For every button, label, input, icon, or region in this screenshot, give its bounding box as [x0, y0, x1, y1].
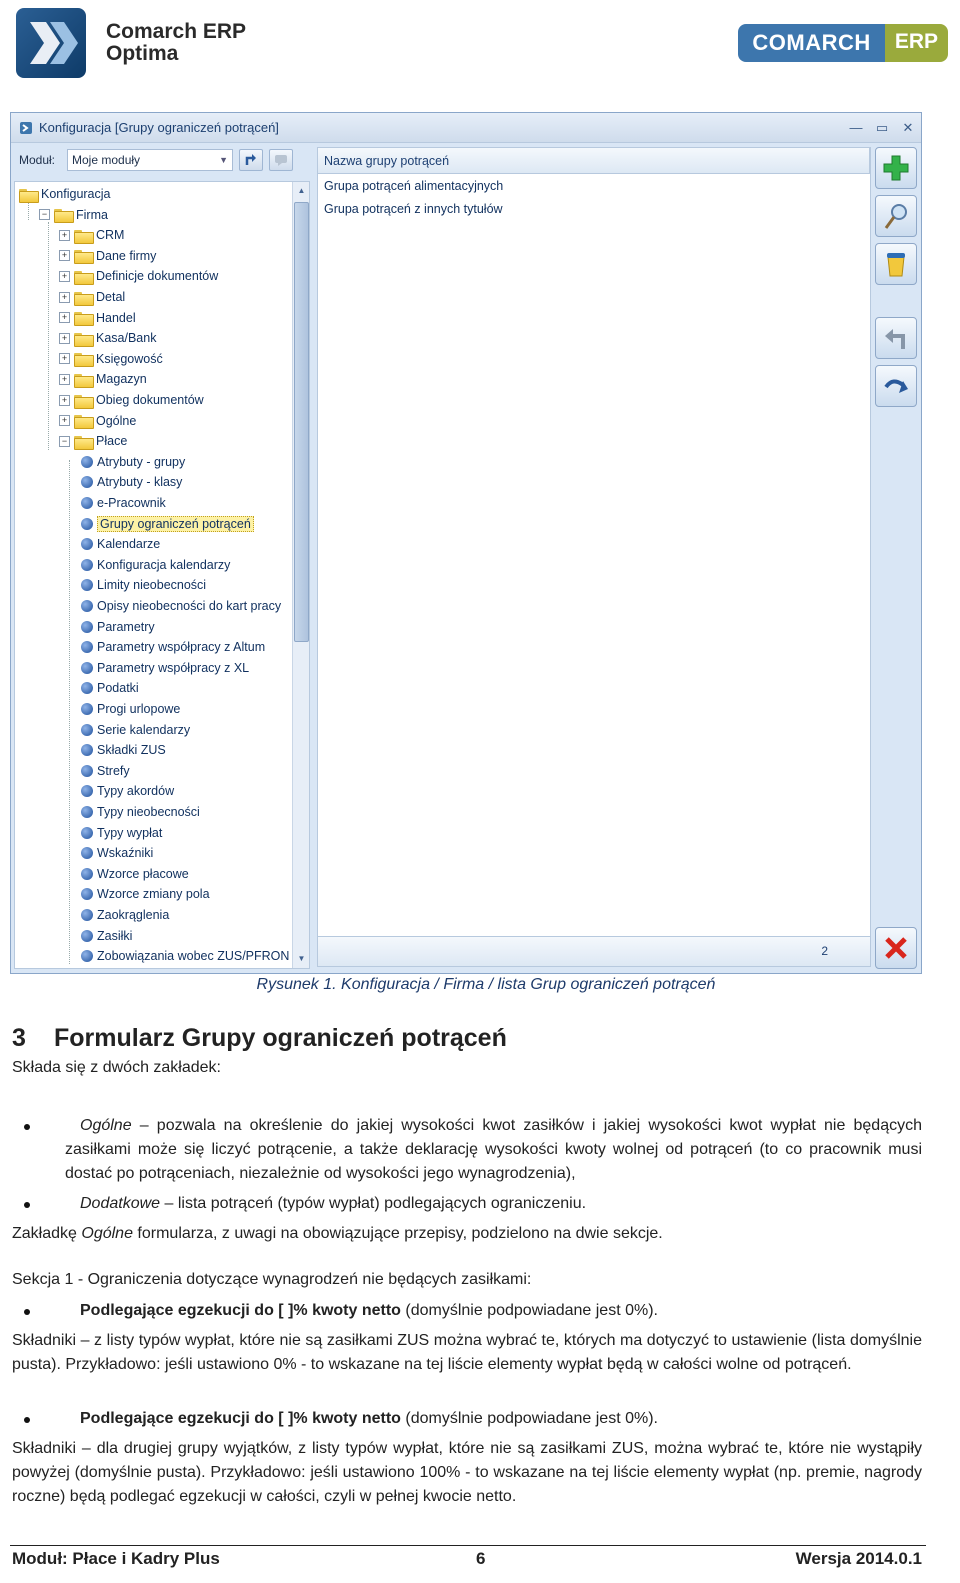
tree-item[interactable]: [81, 781, 174, 801]
pin-button[interactable]: [269, 149, 293, 171]
module-select-value: Moje moduły: [72, 153, 141, 167]
intro-text: Składa się z dwóch zakładek:: [12, 1059, 221, 1076]
record-count: 2: [821, 944, 828, 958]
tree-item-label: Typy akordów: [97, 784, 175, 799]
add-button[interactable]: [875, 147, 917, 189]
list-item[interactable]: Grupa potrąceń z innych tytułów: [324, 201, 503, 216]
plus-icon: [881, 153, 911, 183]
tree-item-label: Parametry współpracy z Altum: [97, 640, 266, 655]
tree-item-label: Definicje dokumentów: [96, 269, 219, 284]
list-header[interactable]: [318, 148, 870, 174]
settings-node-icon: [81, 497, 93, 509]
section-title: Formularz Grupy ograniczeń potrąceń: [54, 1024, 507, 1052]
page-footer: [12, 1546, 922, 1572]
tree-item[interactable]: [81, 761, 130, 781]
tree-item-label: Zasiłki: [97, 928, 133, 943]
settings-node-icon: [81, 847, 93, 859]
tree-item-label: Parametry współpracy z XL: [97, 660, 250, 675]
tree-item-label: Wzorce płacowe: [97, 866, 189, 881]
comarch-erp-logo: [738, 24, 948, 62]
list-footer: [318, 936, 870, 966]
tree-item-label: Atrybuty - grupy: [97, 454, 186, 469]
tree-item[interactable]: [81, 720, 190, 740]
scroll-thumb[interactable]: [294, 202, 309, 642]
expand-icon[interactable]: +: [59, 312, 70, 323]
bullet-icon: [24, 1417, 30, 1423]
tree-item[interactable]: [81, 884, 210, 904]
term-dodatkowe: Dodatkowe: [80, 1195, 161, 1212]
settings-node-icon: [81, 641, 93, 653]
tree-item[interactable]: [81, 864, 189, 884]
folder-icon: [74, 311, 92, 324]
expand-icon[interactable]: +: [59, 374, 70, 385]
tree-item[interactable]: [59, 349, 163, 369]
settings-node-icon: [81, 785, 93, 797]
refresh-button[interactable]: [239, 149, 263, 171]
tree-item-label: Konfiguracja kalendarzy: [97, 557, 231, 572]
tree-item[interactable]: [81, 452, 185, 472]
figure-caption: Rysunek 1. Konfiguracja / Firma / lista Grup ograniczeń potrąceń: [256, 976, 716, 993]
folder-icon: [74, 270, 92, 283]
folder-icon: [74, 332, 92, 345]
term-ogolne: Ogólne: [80, 1117, 132, 1134]
settings-node-icon: [81, 909, 93, 921]
settings-node-icon: [81, 456, 93, 468]
section-heading: [12, 1024, 507, 1053]
tree-item-label: Wskaźniki: [97, 846, 154, 861]
tree-item[interactable]: [81, 596, 281, 616]
tree-item-label: Obieg dokumentów: [96, 393, 204, 407]
term-ogolne-inline: Ogólne: [81, 1225, 133, 1242]
expand-icon[interactable]: +: [59, 250, 70, 261]
column-name-header[interactable]: Nazwa grupy potrąceń: [324, 148, 870, 173]
settings-node-icon: [81, 662, 93, 674]
bullet-ogolne: [12, 1114, 922, 1186]
paragraph-skladniki-1: Składniki – z listy typów wypłat, które nie są zasiłkami ZUS można wybrać te, których ma dotyczyć to ustawienie (lista domyślnie pusta). Przykładowo: jeśli ustawiono 0% - to wskazane na tej liście elementy wypłat będą w całości wolne od potrąceń.: [12, 1332, 922, 1373]
expand-icon[interactable]: +: [59, 415, 70, 426]
folder-icon: [54, 208, 72, 221]
window-title: Konfiguracja [Grupy ograniczeń potrąceń]: [39, 120, 279, 135]
settings-node-icon: [81, 579, 93, 591]
module-select[interactable]: [67, 149, 233, 171]
expand-icon[interactable]: +: [59, 271, 70, 282]
tree-item-label: CRM: [96, 228, 125, 243]
refresh-icon: [243, 152, 259, 168]
tree-item-label: Płace: [96, 434, 128, 449]
redo-button[interactable]: [875, 365, 917, 407]
tree-item[interactable]: [81, 802, 200, 822]
tree-item[interactable]: [81, 658, 249, 678]
product-name-line1: Comarch ERP: [106, 20, 247, 43]
paragraph-zakladka: Zakładkę Ogólne formularza, z uwagi na obowiązujące przepisy, podzielono na dwie sekcje.: [12, 1225, 663, 1242]
settings-node-icon: [81, 559, 93, 571]
tree-item-label: e-Pracownik: [97, 496, 166, 510]
settings-node-icon: [81, 682, 93, 694]
tree-item[interactable]: [59, 287, 125, 307]
settings-node-icon: [81, 930, 93, 942]
tree-item-label: Zaokrąglenia: [97, 908, 170, 922]
tree-item[interactable]: [59, 411, 136, 431]
tree-item-label: Strefy: [97, 763, 130, 778]
expand-icon[interactable]: +: [59, 353, 70, 364]
bullet-icon: [24, 1124, 30, 1130]
tree-item[interactable]: [81, 575, 206, 595]
settings-node-icon: [81, 950, 93, 962]
tree-item[interactable]: [59, 390, 204, 410]
settings-node-icon: [81, 724, 93, 736]
folder-icon: [74, 435, 92, 448]
tree-item-label: Magazyn: [96, 372, 147, 387]
tree-item-label: Zobowiązania wobec ZUS/PFRON: [97, 949, 290, 964]
bullet-ogolne-text: – pozwala na określenie do jakiej wysokości kwot zasiłków i jakiej wysokości kwot wypłat nie będących zasiłkami może się liczyć potrącenie, a także deklarację wysokości kwoty wolnej od potrąceń (to co pracownik musi dostać po potrąceniach, niezależnie od wysokości jego wynagrodzenia),: [65, 1117, 922, 1182]
settings-node-icon: [81, 827, 93, 839]
tree-item-label: Grupy ograniczeń potrąceń: [97, 516, 254, 532]
folder-icon: [74, 414, 92, 427]
settings-node-icon: [81, 621, 93, 633]
tree-item[interactable]: [59, 246, 156, 266]
tree-item-label: Typy wypłat: [97, 825, 163, 840]
tree-item-label: Wzorce zmiany pola: [97, 887, 210, 902]
bullet-dodatkowe: [12, 1192, 922, 1216]
tree-item[interactable]: [81, 823, 162, 843]
tree-item-label: Kalendarze: [97, 537, 161, 552]
minimize-icon[interactable]: —: [849, 120, 863, 135]
tree-item-label: Handel: [96, 310, 136, 325]
redo-arrow-icon: [881, 371, 911, 401]
tree-item[interactable]: [59, 431, 127, 451]
tree-item[interactable]: [59, 308, 136, 328]
settings-node-icon: [81, 703, 93, 715]
tree-item[interactable]: [81, 678, 139, 698]
tree-item-label: Dane firmy: [96, 248, 157, 263]
folder-icon: [74, 394, 92, 407]
expand-icon[interactable]: +: [59, 333, 70, 344]
tree-item[interactable]: [81, 926, 132, 946]
tree-item[interactable]: [59, 369, 147, 389]
settings-node-icon: [81, 744, 93, 756]
tree-item[interactable]: [81, 514, 254, 534]
settings-node-icon: [81, 518, 93, 530]
expand-icon[interactable]: +: [59, 395, 70, 406]
folder-icon: [74, 229, 92, 242]
module-bar: [11, 145, 311, 175]
tree-item-label: Firma: [76, 207, 108, 222]
expand-icon[interactable]: +: [59, 230, 70, 241]
tree-item[interactable]: [59, 266, 218, 286]
paragraph-skladniki-2: Składniki – dla drugiej grupy wyjątków, z listy typów wypłat, które nie są zasiłkami ZUS, można wybrać te, które nie wystąpiły powyżej (domyślnie pusta). Przykładowo: jeśli ustawiono 100% - to wskazane na tej liście elementy wypłat (np. premie, nagrody roczne) będą podlegać egzekucji w całości, czyli w pełnej kwocie netto.: [12, 1440, 922, 1505]
tree-item-label: Serie kalendarzy: [97, 722, 191, 737]
tree-item-label: Księgowość: [96, 351, 163, 366]
comment-icon: [273, 152, 289, 168]
tree-item[interactable]: [81, 617, 155, 637]
app-icon: [19, 121, 33, 135]
settings-node-icon: [81, 765, 93, 777]
edit-button[interactable]: [875, 195, 917, 237]
sekcja-1-heading: Sekcja 1 - Ograniczenia dotyczące wynagrodzeń nie będących zasiłkami:: [12, 1271, 532, 1288]
settings-node-icon: [81, 538, 93, 550]
settings-node-icon: [81, 476, 93, 488]
trash-icon: [881, 249, 911, 279]
tree-item-label: Składki ZUS: [97, 743, 166, 758]
close-button[interactable]: [875, 927, 917, 969]
tree-item-label: Ogólne: [96, 413, 137, 428]
bullet-icon: [24, 1202, 30, 1208]
tree-item[interactable]: [81, 905, 169, 925]
page-number: 6: [476, 1549, 486, 1568]
groups-list: [317, 147, 871, 967]
tree-item[interactable]: [81, 472, 182, 492]
folder-icon: [74, 352, 92, 365]
scroll-down-icon[interactable]: ▼: [297, 954, 306, 963]
scroll-up-icon[interactable]: ▲: [297, 186, 306, 195]
red-x-icon: [881, 933, 911, 963]
footer-version: Wersja 2014.0.1: [795, 1549, 922, 1568]
section-number: 3: [12, 1024, 26, 1052]
brand-erp: ERP: [885, 24, 948, 62]
config-tree[interactable]: [14, 181, 310, 969]
tree-item-label: Detal: [96, 290, 126, 304]
close-icon[interactable]: ✕: [902, 119, 914, 135]
tree-item[interactable]: [81, 946, 289, 966]
maximize-icon[interactable]: ▭: [875, 119, 889, 135]
settings-node-icon: [81, 888, 93, 900]
settings-node-icon: [81, 600, 93, 612]
folder-icon: [74, 373, 92, 386]
bullet-dodatkowe-text: – lista potrąceń (typów wypłat) podlegających ograniczeniu.: [160, 1195, 587, 1212]
tree-item-label: Podatki: [97, 681, 139, 696]
config-window: [10, 112, 922, 974]
product-name-line2: Optima: [106, 42, 179, 65]
bullet-egzekucja-2: Podlegające egzekucji do [ ]% kwoty netto (domyślnie podpowiadane jest 0%).: [12, 1407, 922, 1431]
collapse-icon[interactable]: −: [59, 436, 70, 447]
list-item[interactable]: Grupa potrąceń alimentacyjnych: [324, 178, 504, 193]
tree-item[interactable]: [59, 328, 156, 348]
optima-logo-icon: [16, 8, 86, 78]
tree-item[interactable]: [81, 534, 160, 554]
tree-item[interactable]: [59, 225, 124, 245]
tree-item-label: Typy nieobecności: [97, 805, 200, 819]
tree-item-label: Konfiguracja: [41, 187, 111, 201]
expand-icon[interactable]: +: [59, 292, 70, 303]
settings-node-icon: [81, 806, 93, 818]
tree-item[interactable]: [81, 740, 166, 760]
tree-item[interactable]: [81, 493, 166, 513]
tree-item[interactable]: [81, 637, 265, 657]
optima-logo: [16, 8, 246, 78]
return-icon: [881, 323, 911, 353]
tree-item[interactable]: [19, 184, 111, 204]
tree-item-label: Kasa/Bank: [96, 331, 157, 346]
brand-comarch: COMARCH: [738, 24, 884, 62]
tree-item[interactable]: [81, 555, 230, 575]
footer-module: Moduł: Płace i Kadry Plus: [12, 1549, 220, 1568]
folder-icon: [74, 291, 92, 304]
back-button[interactable]: [875, 317, 917, 359]
folder-icon: [74, 249, 92, 262]
module-label: Moduł:: [19, 153, 56, 167]
tree-scrollbar[interactable]: [292, 182, 309, 968]
window-titlebar: [11, 113, 921, 143]
magnifier-icon: [881, 201, 911, 231]
bullet-icon: [24, 1309, 30, 1315]
collapse-icon[interactable]: −: [39, 209, 50, 220]
tree-item[interactable]: [39, 205, 108, 225]
settings-node-icon: [81, 868, 93, 880]
tree-item[interactable]: [81, 699, 180, 719]
tree-item-label: Atrybuty - klasy: [97, 475, 183, 490]
tree-item-label: Opisy nieobecności do kart pracy: [97, 599, 282, 613]
tree-item-label: Parametry: [97, 619, 155, 634]
bullet-egzekucja-1: Podlegające egzekucji do [ ]% kwoty netto (domyślnie podpowiadane jest 0%).: [12, 1299, 922, 1323]
tree-item-label: Limity nieobecności: [97, 578, 207, 593]
tree-item[interactable]: [81, 843, 153, 863]
action-toolbar: [873, 147, 919, 969]
chevron-down-icon: ▼: [219, 155, 228, 165]
tree-item-label: Progi urlopowe: [97, 702, 181, 716]
delete-button[interactable]: [875, 243, 917, 285]
folder-icon: [19, 188, 37, 201]
